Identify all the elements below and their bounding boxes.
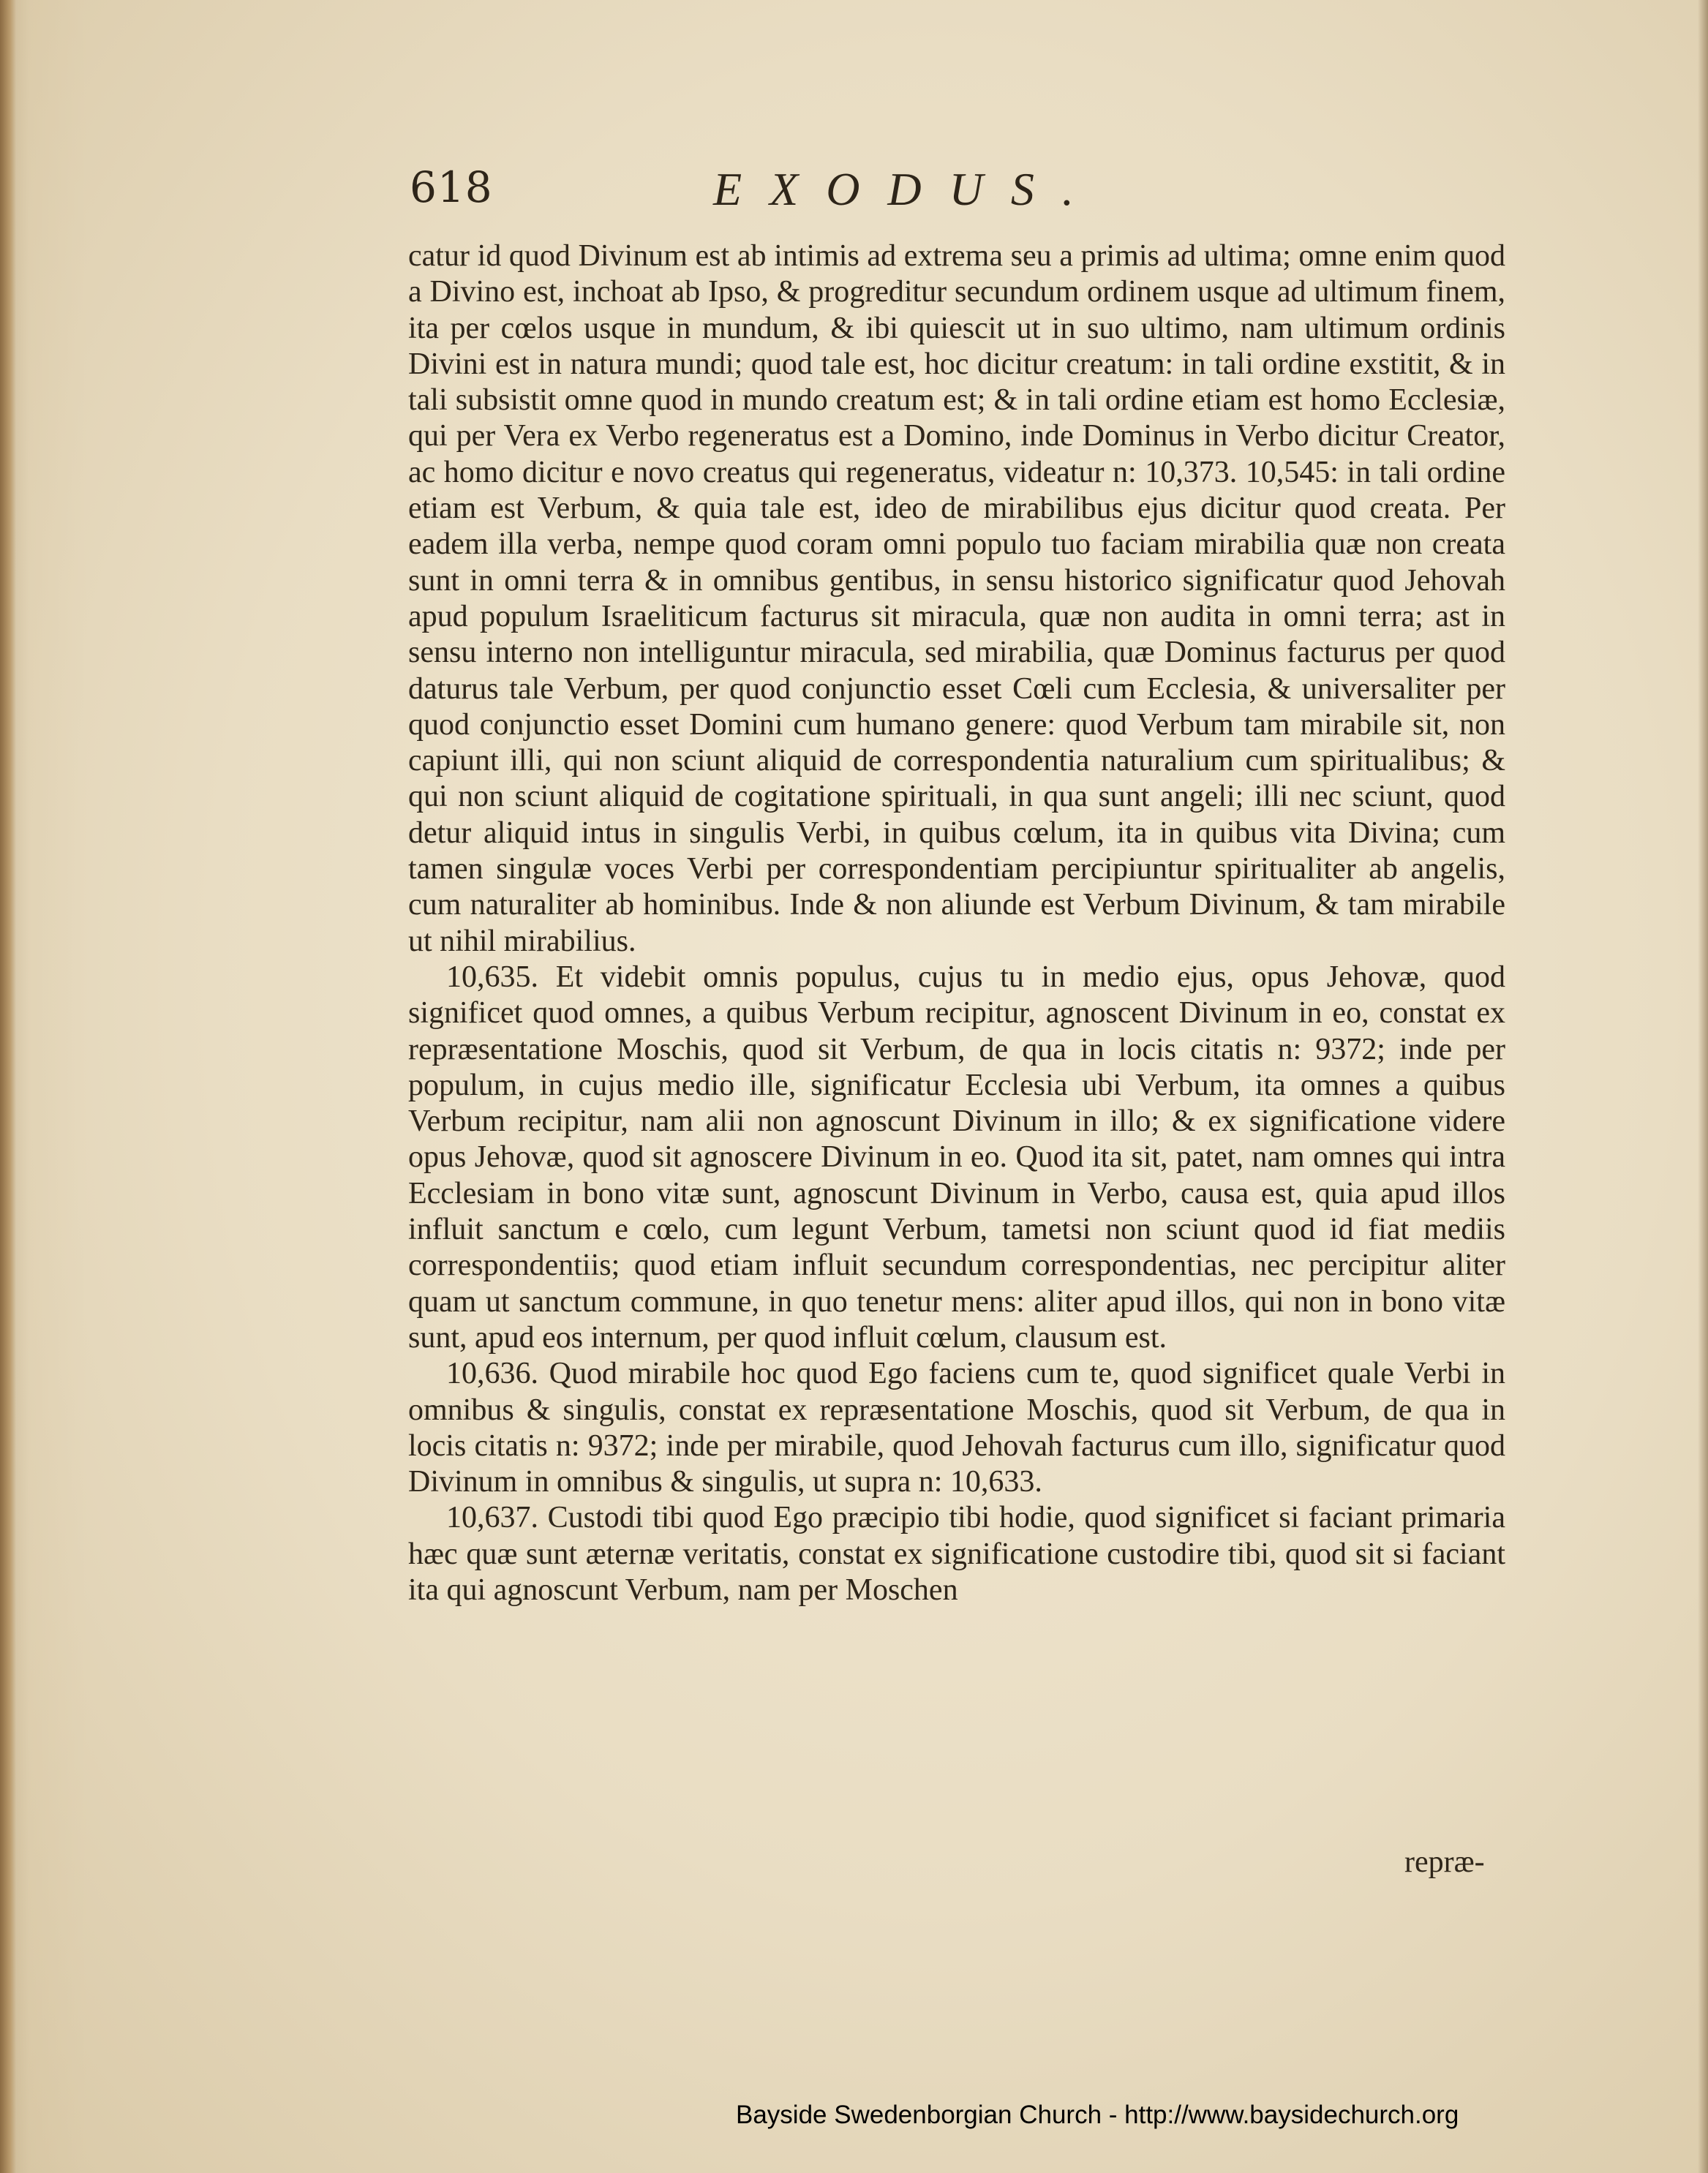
page-number: 618 — [410, 162, 493, 212]
page-edge — [0, 0, 16, 2173]
watermark-text: Bayside Swedenborgian Church - http://www.baysidechurch.org — [736, 2101, 1459, 2129]
paragraph-10637: 10,637. Custodi tibi quod Ego præcipio tibi hodie, quod significet si faciant primaria hæc quæ sunt æternæ veritatis, constat ex significatione custodire tibi, quod sit si faciant ita qui agnoscunt Verbum, nam per Moschen — [408, 1501, 1505, 1607]
running-title: EXODUS. — [713, 163, 1102, 215]
page-header — [410, 162, 1507, 221]
body-text — [408, 238, 1505, 1608]
paragraph-continuation: catur id quod Divinum est ab intimis ad extrema seu a primis ad ultima; omne enim quod a Divino est, inchoat ab Ipso, & progreditur secundum ordinem usque ad ultimum finem, ita per cœlos usque in mundum, & ibi quiescit ut in suo ultimo, nam ultimum ordinis Divini est in natura mundi; quod tale est, hoc dicitur creatum: in tali ordine exstitit, & in tali subsistit omne quod in mundo creatum est; & in tali ordine etiam est homo Ecclesiæ, qui per Vera ex Verbo regeneratus est a Domino, inde Dominus in Verbo dicitur Creator, ac homo dicitur e novo creatus qui regeneratus, videatur n: 10,373. 10,545: in tali ordine etiam est Verbum, & quia tale est, ideo de mirabilibus ejus dicitur quod creata. Per eadem illa verba, nempe quod coram omni populo tuo faciam mirabilia quæ non creata sunt in omni terra & in omnibus gentibus, in sensu historico significatur quod Jehovah apud populum Israeliticum facturus sit miracula, quæ non audita in omni terra; ast in sensu interno non intelliguntur miracula, sed mirabilia, quæ Dominus facturus per quod daturus tale Verbum, per quod conjunctio esset Cœli cum Ecclesia, & universaliter per quod conjunctio esset Domini cum humano genere: quod Verbum tam mirabile sit, non capiunt illi, qui non sciunt aliquid de correspondentia naturalium cum spiritualibus; & qui non sciunt aliquid de cogitatione spirituali, in qua sunt angeli; illi nec sciunt, quod detur aliquid intus in singulis Verbi, in quibus cœlum, ita in quibus vita Divina; cum tamen singulæ voces Verbi per correspondentiam percipiuntur spiritualiter ab angelis, cum naturaliter ab hominibus. Inde & non aliunde est Verbum Divinum, & tam mirabile ut nihil mirabilius. — [408, 239, 1505, 958]
paragraph-10635: 10,635. Et videbit omnis populus, cujus tu in medio ejus, opus Jehovæ, quod significet quod omnes, a quibus Verbum recipitur, agnoscent Divinum in eo, constat ex repræsentatione Moschis, quod sit Verbum, de qua in locis citatis n: 9372; inde per populum, in cujus medio ille, significatur Ecclesia ubi Verbum, ita omnes a quibus Verbum recipitur, nam alii non agnoscunt Divinum in illo; & ex significatione videre opus Jehovæ, quod sit agnoscere Divinum in eo. Quod ita sit, patet, nam omnes qui intra Ecclesiam in bono vitæ sunt, agnoscunt Divinum in Verbo, causa est, quia apud illos influit sanctum e cœlo, cum legunt Verbum, tametsi non sciunt quod id fiat mediis correspondentiis; quod etiam influit secundum correspondentias, nec percipitur aliter quam ut sanctum commune, in quo tenetur mens: aliter apud illos, qui non in bono vitæ sunt, apud eos internum, per quod influit cœlum, clausum est. — [408, 960, 1505, 1355]
page-edge-right — [1698, 0, 1708, 2173]
paragraph-10636: 10,636. Quod mirabile hoc quod Ego faciens cum te, quod significet quale Verbi in omnibus & singulis, constat ex repræsentatione Moschis, quod sit Verbum, de qua in locis citatis n: 9372; inde per mirabile, quod Jehovah facturus cum illo, significatur quod Divinum in omnibus & singulis, ut supra n: 10,633. — [408, 1357, 1505, 1499]
catchword: repræ- — [1404, 1845, 1485, 1879]
